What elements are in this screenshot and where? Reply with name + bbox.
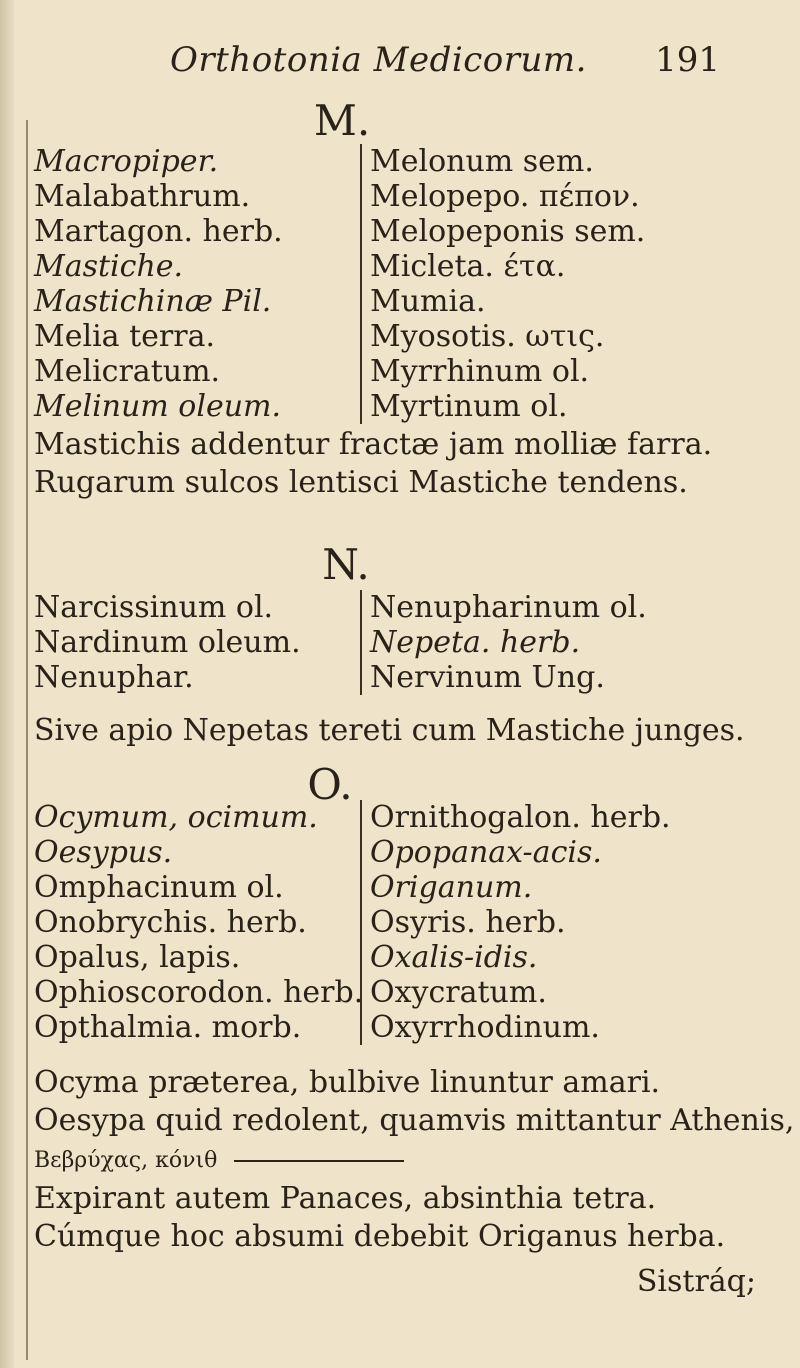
list-item: Osyris. herb. <box>370 905 566 940</box>
verse-line: Oesypa quid redolent, quamvis mittantur Athenis, <box>34 1103 795 1138</box>
list-item: Nenuphar. <box>34 660 194 695</box>
list-item: Opthalmia. morb. <box>34 1010 302 1045</box>
page-gutter <box>0 0 14 1368</box>
verse-line: Ocyma præterea, bulbive linuntur amari. <box>34 1065 661 1100</box>
section-o-left-column <box>34 800 363 1045</box>
list-item: Opopanax-acis. <box>370 835 602 870</box>
list-item: Ophioscorodon. herb. <box>34 975 364 1010</box>
section-n-left-column <box>34 590 301 695</box>
page-number: 191 <box>655 40 720 80</box>
list-item: Ocymum, ocimum. <box>34 800 318 835</box>
elision-rule <box>234 1160 404 1162</box>
list-item: Melopepo. πέπον. <box>370 179 640 214</box>
list-item: Melopeponis sem. <box>370 214 646 249</box>
verse-line: Sive apio Nepetas tereti cum Mastiche junges. <box>34 713 745 748</box>
section-letter-o: O. <box>307 760 353 809</box>
list-item: Myrrhinum ol. <box>370 354 590 389</box>
section-letter-m: M. <box>313 96 371 145</box>
verse-line: Rugarum sulcos lentisci Mastiche tendens. <box>34 465 688 500</box>
verse-line: Expirant autem Panaces, absinthia tetra. <box>34 1181 657 1216</box>
list-item: Melia terra. <box>34 319 215 354</box>
list-item: Onobrychis. herb. <box>34 905 307 940</box>
margin-rule <box>26 120 28 1360</box>
list-item: Narcissinum ol. <box>34 590 274 625</box>
list-item: Malabathrum. <box>34 179 251 214</box>
list-item: Nenupharinum ol. <box>370 590 647 625</box>
section-m-left-column <box>34 144 283 424</box>
verse-line: Cúmque hoc absumi debebit Origanus herba. <box>34 1219 726 1254</box>
catchword: Sistráq; <box>636 1264 756 1299</box>
list-item: Melinum oleum. <box>34 389 282 424</box>
list-item: Mastichinæ Pil. <box>34 284 272 319</box>
page-header <box>160 40 720 90</box>
section-letter-n: N. <box>322 540 370 589</box>
list-item: Ornithogalon. herb. <box>370 800 671 835</box>
list-item: Melonum sem. <box>370 144 594 179</box>
list-item: Oxyrrhodinum. <box>370 1010 600 1045</box>
list-item: Nervinum Ung. <box>370 660 605 695</box>
list-item: Myrtinum ol. <box>370 389 568 424</box>
list-item: Martagon. herb. <box>34 214 283 249</box>
section-n-right-column <box>360 590 647 695</box>
list-item: Micleta. έτα. <box>370 249 566 284</box>
list-item: Origanum. <box>370 870 533 905</box>
list-item: Oesypus. <box>34 835 173 870</box>
greek-text: Βεβρύχας, κόνιθ <box>34 1148 218 1173</box>
list-item: Oxalis-idis. <box>370 940 538 975</box>
verse-line: Mastichis addentur fractæ jam molliæ farra. <box>34 427 713 462</box>
greek-verse-line <box>34 1142 404 1180</box>
list-item: Omphacinum ol. <box>34 870 284 905</box>
list-item: Nardinum oleum. <box>34 625 301 660</box>
section-m-right-column <box>360 144 645 424</box>
list-item: Oxycratum. <box>370 975 547 1010</box>
list-item: Mastiche. <box>34 249 184 284</box>
list-item: Macropiper. <box>34 144 219 179</box>
section-o-right-column <box>360 800 671 1045</box>
list-item: Nepeta. herb. <box>370 625 581 660</box>
list-item: Myosotis. ωτις. <box>370 319 605 354</box>
list-item: Mumia. <box>370 284 486 319</box>
list-item: Melicratum. <box>34 354 221 389</box>
list-item: Opalus, lapis. <box>34 940 241 975</box>
running-title: Orthotonia Medicorum. <box>170 40 587 80</box>
